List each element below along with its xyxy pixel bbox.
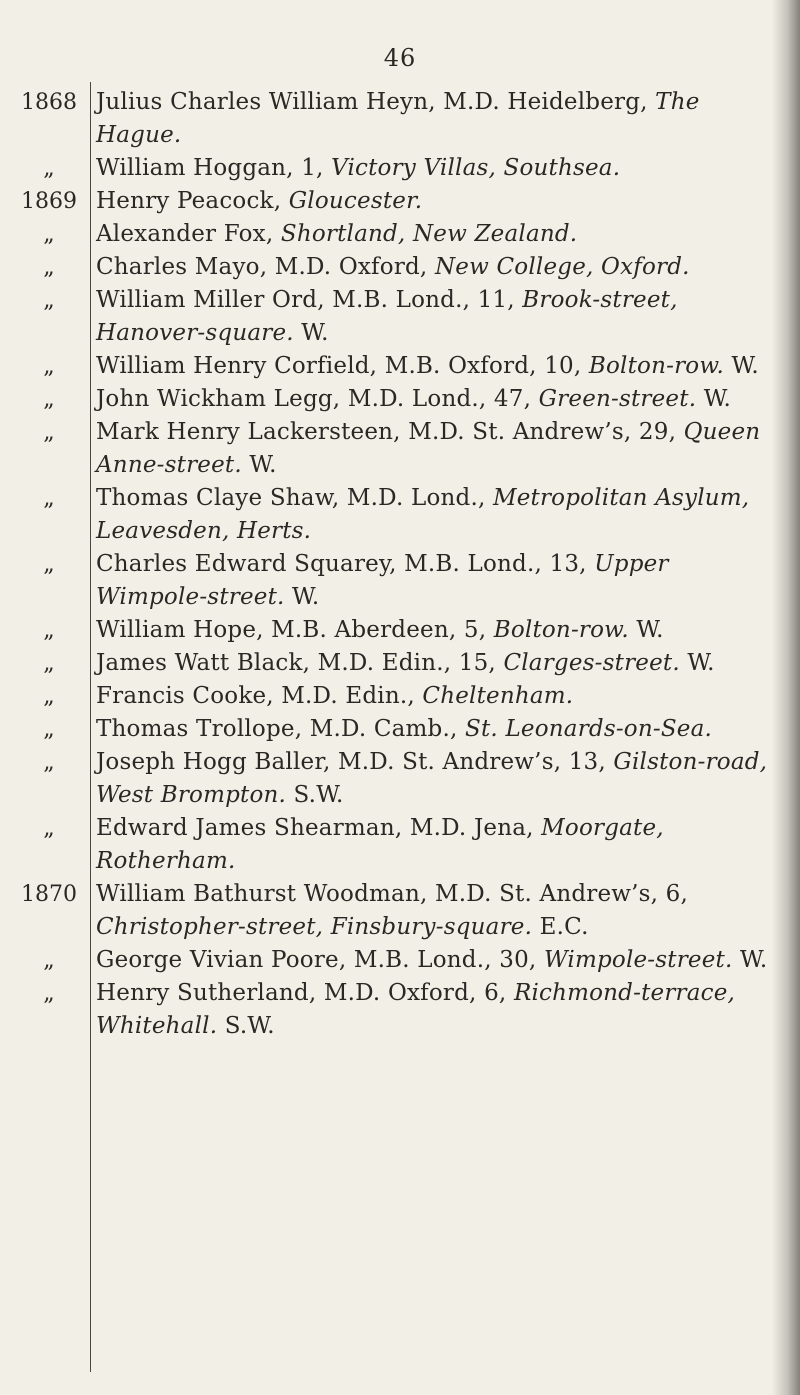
entry-year: 1869: [21, 189, 77, 214]
entry-address: Brook-street, Hanover-square.: [96, 287, 678, 346]
entry-address: Upper Wimpole-street.: [96, 551, 669, 610]
entry-address: Gloucester.: [288, 188, 423, 214]
list-item: [0, 251, 800, 284]
entry-address: Shortland, New Zealand.: [280, 221, 578, 247]
entry-address: St. Leonards-on-Sea.: [465, 716, 713, 742]
list-item: [0, 614, 800, 647]
entry-postal-district: W.: [731, 353, 759, 379]
entry-text: [96, 647, 778, 680]
entry-year: „: [43, 255, 55, 280]
entry-text: [96, 86, 778, 152]
member-list: [0, 86, 800, 1043]
list-item: [0, 383, 800, 416]
list-item: [0, 350, 800, 383]
entry-postal-district: E.C.: [539, 914, 589, 940]
entry-address: Green-street.: [538, 386, 697, 412]
entry-name: Thomas Claye Shaw, M.D. Lond.,: [96, 485, 486, 511]
entry-year: 1870: [21, 882, 77, 907]
entry-text: [96, 416, 778, 482]
entry-year: „: [43, 552, 55, 577]
entry-name: Edward James Shearman, M.D. Jena,: [96, 815, 534, 841]
entry-address: Moorgate, Rotherham.: [96, 815, 664, 874]
entry-name: William Hope, M.B. Aberdeen, 5,: [96, 617, 487, 643]
entry-address: Cheltenham.: [422, 683, 574, 709]
list-item: [0, 680, 800, 713]
entry-postal-district: W.: [703, 386, 732, 412]
entry-name: Thomas Trollope, M.D. Camb.,: [96, 716, 458, 742]
entry-name: Henry Sutherland, M.D. Oxford, 6,: [96, 980, 507, 1006]
entry-name: William Henry Corfield, M.B. Oxford, 10,: [96, 353, 582, 379]
entry-text: [96, 878, 778, 944]
list-item: [0, 977, 800, 1043]
entry-year: „: [43, 816, 55, 841]
entry-name: James Watt Black, M.D. Edin., 15,: [96, 650, 496, 676]
entry-name: William Hoggan, 1,: [96, 155, 324, 181]
entry-text: [96, 614, 778, 647]
entry-name: William Miller Ord, M.B. Lond., 11,: [96, 287, 515, 313]
entry-name: Francis Cooke, M.D. Edin.,: [96, 683, 415, 709]
entry-name: Henry Peacock,: [96, 188, 282, 214]
list-item: [0, 152, 800, 185]
entry-text: [96, 185, 778, 218]
entry-postal-district: S.W.: [293, 782, 344, 808]
entry-year: „: [43, 717, 55, 742]
entry-text: [96, 713, 778, 746]
entry-postal-district: W.: [687, 650, 715, 676]
entry-year: „: [43, 948, 55, 973]
entry-postal-district: W.: [249, 452, 277, 478]
entry-name: Charles Edward Squarey, M.B. Lond., 13,: [96, 551, 587, 577]
entry-address: Gilston-road, West Brompton.: [96, 749, 768, 808]
entry-address: Bolton-row.: [588, 353, 724, 379]
entry-year: 1868: [21, 90, 77, 115]
entry-postal-district: S.W.: [224, 1013, 275, 1039]
entry-year: „: [43, 486, 55, 511]
entry-text: [96, 812, 778, 878]
entry-address: New College, Oxford.: [434, 254, 690, 280]
entry-year: „: [43, 618, 55, 643]
list-item: [0, 86, 800, 152]
list-item: [0, 482, 800, 548]
entry-postal-district: W.: [301, 320, 329, 346]
entry-year: „: [43, 288, 55, 313]
entry-text: [96, 482, 778, 548]
list-item: [0, 185, 800, 218]
entry-name: Alexander Fox,: [96, 221, 274, 247]
list-item: [0, 284, 800, 350]
entry-text: [96, 977, 778, 1043]
entry-text: [96, 152, 778, 185]
list-item: [0, 944, 800, 977]
entry-address: The Hague.: [96, 89, 700, 148]
entry-address: Clarges-street.: [503, 650, 680, 676]
entry-year: „: [43, 684, 55, 709]
entry-year: „: [43, 387, 55, 412]
entry-postal-district: W.: [292, 584, 320, 610]
page-number: 46: [383, 44, 417, 72]
entry-text: [96, 680, 778, 713]
entry-year: „: [43, 222, 55, 247]
entry-postal-district: W.: [636, 617, 664, 643]
entry-name: William Bathurst Woodman, M.D. St. Andrew’s, 6,: [96, 881, 689, 907]
entry-text: [96, 284, 778, 350]
entry-text: [96, 251, 778, 284]
entry-address: Victory Villas, Southsea.: [331, 155, 621, 181]
entry-year: „: [43, 651, 55, 676]
entry-year: „: [43, 156, 55, 181]
entry-name: Joseph Hogg Baller, M.D. St. Andrew’s, 13,: [96, 749, 606, 775]
entry-year: „: [43, 420, 55, 445]
entry-text: [96, 746, 778, 812]
entry-address: Bolton-row.: [493, 617, 629, 643]
entry-name: John Wickham Legg, M.D. Lond., 47,: [96, 386, 532, 412]
list-item: [0, 218, 800, 251]
entry-address: Richmond-terrace, Whitehall.: [96, 980, 736, 1039]
entry-text: [96, 944, 778, 977]
book-spine-shadow: [772, 0, 800, 1395]
entry-name: Charles Mayo, M.D. Oxford,: [96, 254, 428, 280]
entry-year: „: [43, 750, 55, 775]
entry-address: Wimpole-street.: [543, 947, 733, 973]
entry-year: „: [43, 354, 55, 379]
entry-address: Queen Anne-street.: [96, 419, 761, 478]
list-item: [0, 746, 800, 812]
entry-address: Metropolitan Asylum, Leavesden, Herts.: [96, 485, 750, 544]
list-item: [0, 548, 800, 614]
entry-text: [96, 218, 778, 251]
list-item: [0, 713, 800, 746]
entry-name: Mark Henry Lackersteen, M.D. St. Andrew’s, 29,: [96, 419, 677, 445]
entry-name: Julius Charles William Heyn, M.D. Heidelberg,: [96, 89, 648, 115]
entry-name: George Vivian Poore, M.B. Lond., 30,: [96, 947, 537, 973]
entry-text: [96, 383, 778, 416]
list-item: [0, 878, 800, 944]
entry-text: [96, 548, 778, 614]
entry-text: [96, 350, 778, 383]
entry-address: Christopher-street, Finsbury-square.: [96, 914, 533, 940]
list-item: [0, 647, 800, 680]
list-item: [0, 812, 800, 878]
list-item: [0, 416, 800, 482]
entry-year: „: [43, 981, 55, 1006]
entry-postal-district: W.: [740, 947, 768, 973]
